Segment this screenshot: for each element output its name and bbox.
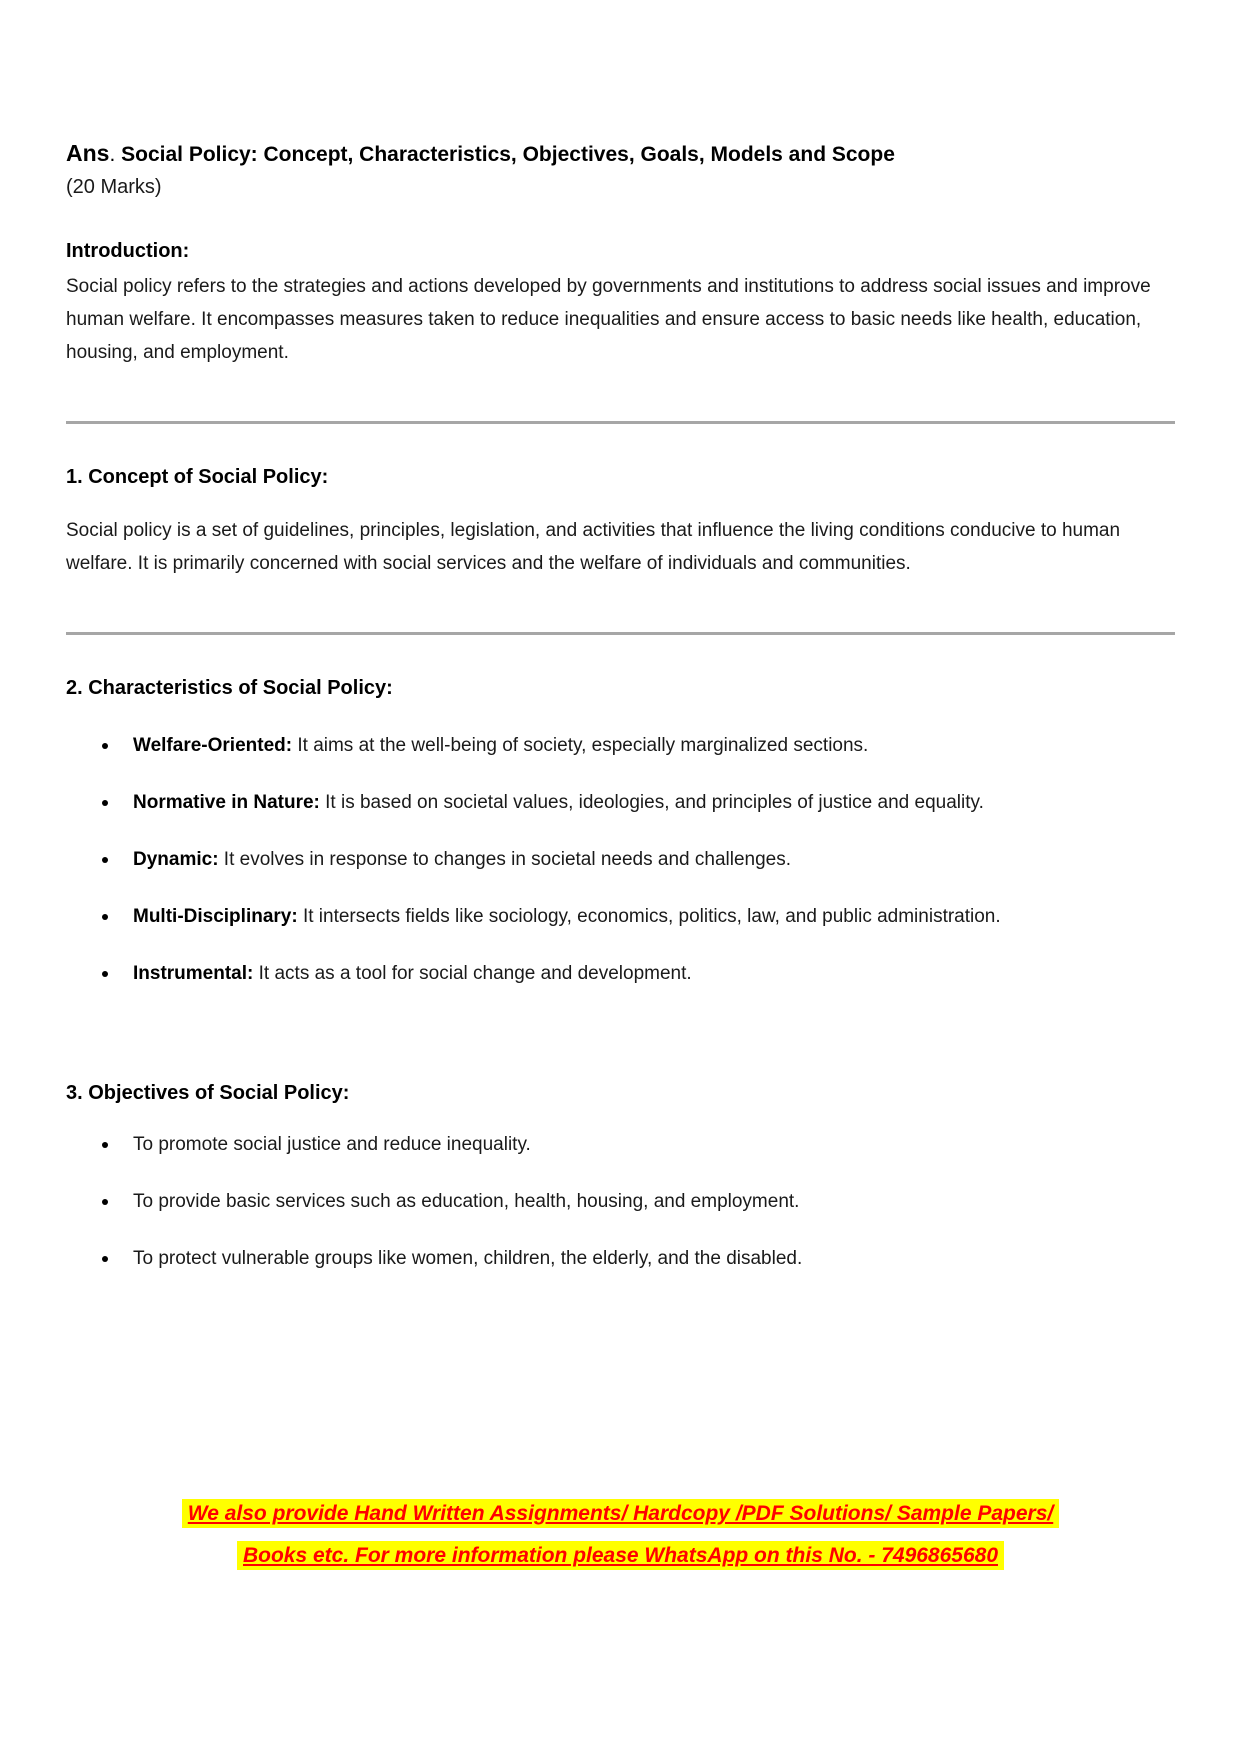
- section-divider: [66, 632, 1175, 635]
- bullet-label: Multi-Disciplinary:: [133, 906, 298, 927]
- section-heading-objectives: 3. Objectives of Social Policy:: [66, 1082, 350, 1104]
- list-item: [66, 957, 1175, 990]
- section-heading-characteristics: 2. Characteristics of Social Policy:: [66, 677, 393, 699]
- bullet-text: It acts as a tool for social change and development.: [253, 963, 692, 984]
- bullet-label: Normative in Nature:: [133, 792, 320, 813]
- bullet-text: It intersects fields like sociology, economics, politics, law, and public administration.: [297, 906, 1001, 927]
- footer-line: [0, 1536, 1241, 1578]
- bullet-icon: [102, 800, 108, 806]
- bullet-icon: [102, 1256, 108, 1262]
- bullet-label: Instrumental:: [133, 963, 254, 984]
- answer-title: [66, 138, 1175, 170]
- list-item: [66, 1128, 1175, 1161]
- list-item: [66, 1185, 1175, 1218]
- objectives-list: [66, 1128, 1175, 1275]
- section-paragraph-concept: Social policy is a set of guidelines, principles, legislation, and activities that influence the living conditions conducive to human welfare. It is primarily concerned with social services and the welfare of individuals and communities.: [66, 520, 1121, 574]
- bullet-text: It aims at the well-being of society, especially marginalized sections.: [292, 735, 869, 756]
- title-text: Social Policy: Concept, Characteristics, Objectives, Goals, Models and Scope: [121, 143, 895, 166]
- section-divider: [66, 421, 1175, 424]
- bullet-icon: [102, 1142, 108, 1148]
- title-separator: .: [109, 143, 122, 166]
- bullet-icon: [102, 971, 108, 977]
- bullet-label: Dynamic:: [133, 849, 219, 870]
- list-item: [66, 1242, 1175, 1275]
- bullet-text: To provide basic services such as education, health, housing, and employment.: [133, 1191, 800, 1212]
- marks-label: (20 Marks): [66, 176, 162, 198]
- section-heading-concept: 1. Concept of Social Policy:: [66, 466, 329, 488]
- bullet-label: Welfare-Oriented:: [133, 735, 293, 756]
- list-item: [66, 786, 1175, 819]
- characteristics-list: [66, 729, 1175, 990]
- bullet-text: To promote social justice and reduce inequality.: [133, 1134, 531, 1155]
- footer-highlight-text: We also provide Hand Written Assignments/ Hardcopy /PDF Solutions/ Sample Papers/: [182, 1499, 1059, 1528]
- answer-label: Ans: [66, 140, 110, 166]
- footer-whatsapp-text: Books etc. For more information please WhatsApp on this No. - 7496865680: [237, 1541, 1004, 1570]
- list-item: [66, 729, 1175, 762]
- intro-heading: Introduction:: [66, 240, 190, 262]
- bullet-icon: [102, 857, 108, 863]
- footer-line: [0, 1494, 1241, 1536]
- bullet-text: It evolves in response to changes in societal needs and challenges.: [218, 849, 792, 870]
- bullet-text: It is based on societal values, ideologies, and principles of justice and equality.: [319, 792, 984, 813]
- promo-footer: [0, 1494, 1241, 1578]
- bullet-text: To protect vulnerable groups like women, children, the elderly, and the disabled.: [133, 1248, 803, 1269]
- intro-paragraph: Social policy refers to the strategies and actions developed by governments and institutions to address social issues and improve human welfare. It encompasses measures taken to reduce inequalities and ensure access to basic needs like health, education, housing, and employment.: [66, 276, 1151, 363]
- bullet-icon: [102, 1199, 108, 1205]
- list-item: [66, 843, 1175, 876]
- list-item: [66, 900, 1175, 933]
- bullet-icon: [102, 743, 108, 749]
- bullet-icon: [102, 914, 108, 920]
